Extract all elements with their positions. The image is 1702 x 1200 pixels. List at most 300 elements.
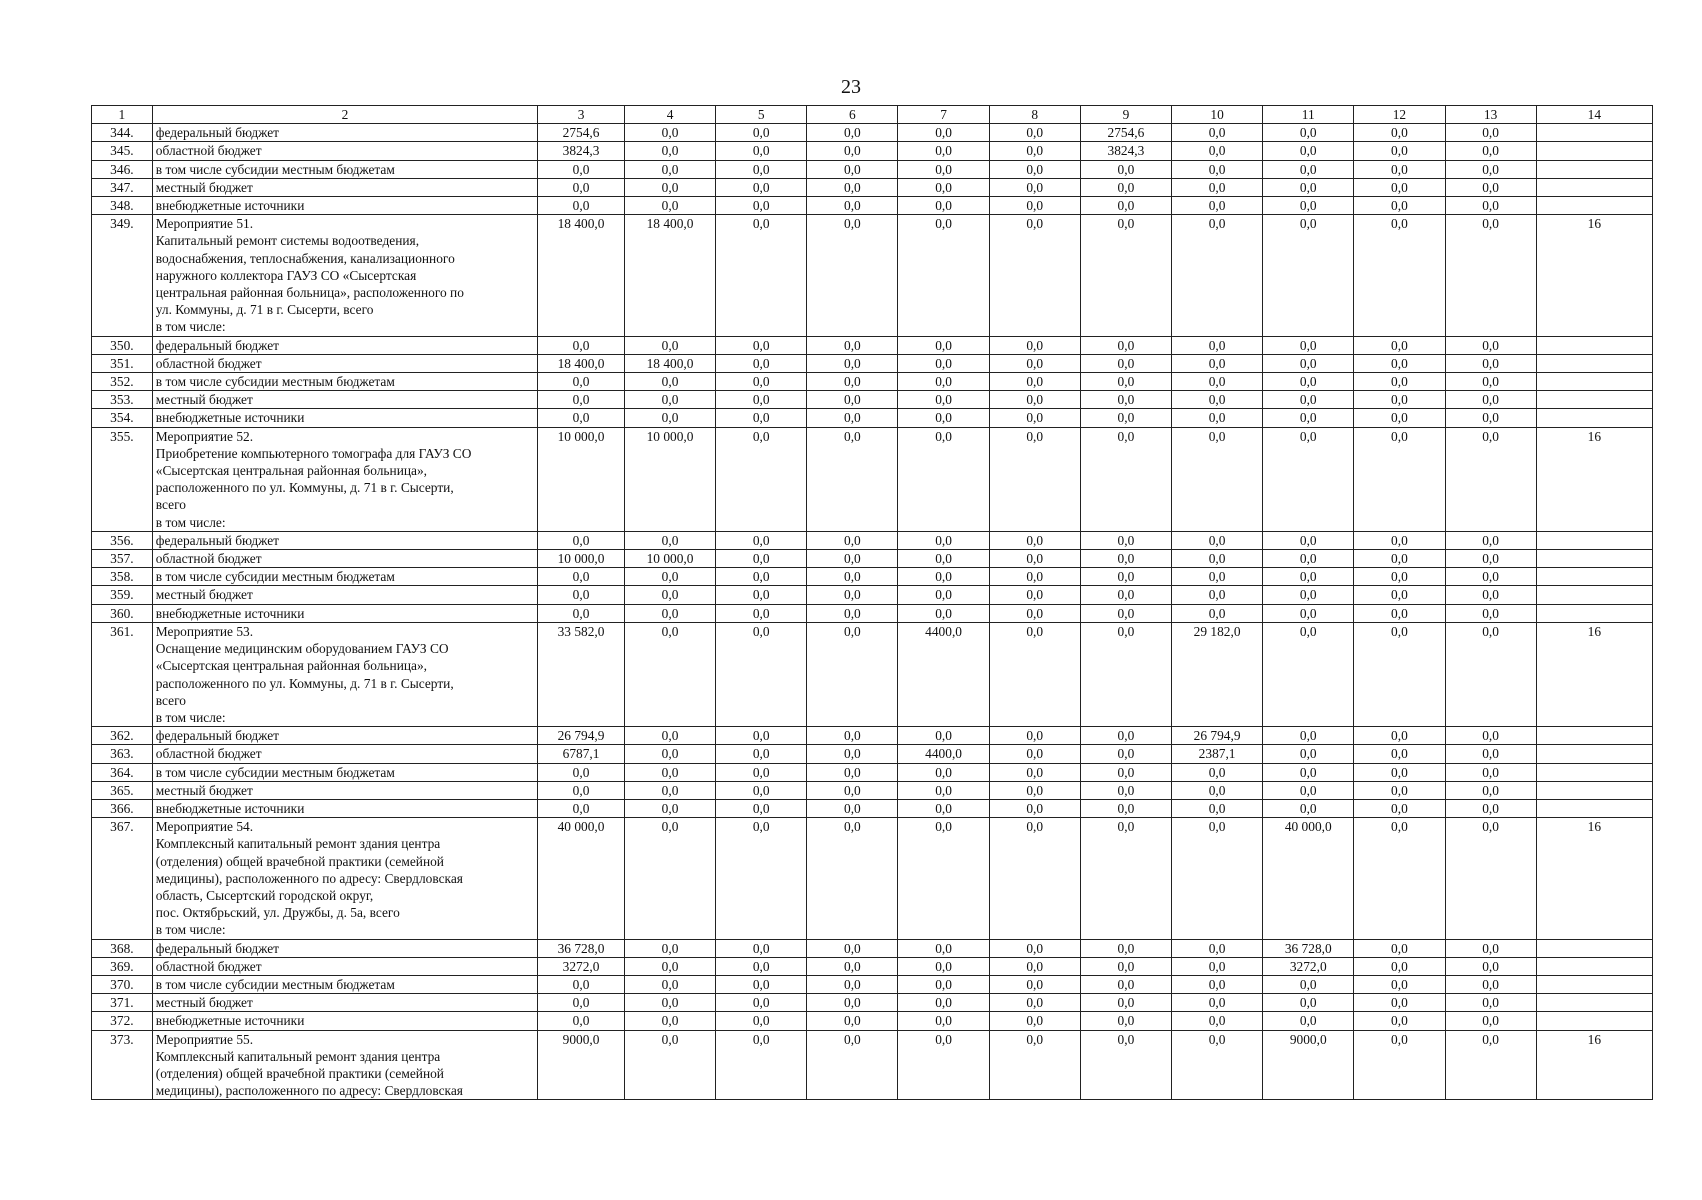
value-cell: 0,0 xyxy=(716,409,807,427)
target-indicator-cell xyxy=(1536,178,1652,196)
target-indicator-cell: 16 xyxy=(1536,1030,1652,1100)
value-cell: 0,0 xyxy=(989,994,1080,1012)
target-indicator-cell xyxy=(1536,391,1652,409)
value-cell: 0,0 xyxy=(989,409,1080,427)
row-name xyxy=(152,1012,537,1030)
row-name-line: Капитальный ремонт системы водоотведения, xyxy=(155,233,420,249)
value-cell: 0,0 xyxy=(1263,799,1354,817)
value-cell: 0,0 xyxy=(989,531,1080,549)
value-cell: 0,0 xyxy=(624,994,715,1012)
value-cell: 0,0 xyxy=(989,975,1080,993)
value-cell: 0,0 xyxy=(1445,994,1536,1012)
value-cell: 0,0 xyxy=(716,568,807,586)
target-indicator-cell xyxy=(1536,531,1652,549)
value-cell: 0,0 xyxy=(1445,975,1536,993)
value-cell: 0,0 xyxy=(1080,568,1171,586)
value-cell: 0,0 xyxy=(716,160,807,178)
value-cell: 0,0 xyxy=(1354,568,1445,586)
row-name-line: всего xyxy=(155,497,186,513)
value-cell: 0,0 xyxy=(989,124,1080,142)
value-cell: 9000,0 xyxy=(538,1030,625,1100)
value-cell: 0,0 xyxy=(898,409,989,427)
value-cell: 0,0 xyxy=(1263,427,1354,531)
value-cell: 0,0 xyxy=(1263,391,1354,409)
row-name-line: федеральный бюджет xyxy=(155,337,280,353)
value-cell: 0,0 xyxy=(807,727,898,745)
value-cell: 0,0 xyxy=(1445,336,1536,354)
row-name-line: медицины), расположенного по адресу: Свердловская xyxy=(155,870,463,886)
table-row xyxy=(92,160,1653,178)
value-cell: 0,0 xyxy=(898,215,989,336)
value-cell: 0,0 xyxy=(1172,799,1263,817)
value-cell: 0,0 xyxy=(624,763,715,781)
row-number: 353. xyxy=(92,391,153,409)
table-row xyxy=(92,215,1653,336)
value-cell: 0,0 xyxy=(1445,373,1536,391)
target-indicator-cell: 16 xyxy=(1536,215,1652,336)
row-number: 369. xyxy=(92,957,153,975)
value-cell: 0,0 xyxy=(1172,568,1263,586)
value-cell: 0,0 xyxy=(1445,409,1536,427)
target-indicator-cell: 16 xyxy=(1536,818,1652,939)
value-cell: 18 400,0 xyxy=(624,215,715,336)
value-cell: 0,0 xyxy=(716,939,807,957)
value-cell: 0,0 xyxy=(1172,160,1263,178)
value-cell: 0,0 xyxy=(1080,160,1171,178)
value-cell: 0,0 xyxy=(1172,142,1263,160)
value-cell: 0,0 xyxy=(1445,124,1536,142)
row-name xyxy=(152,818,537,939)
value-cell: 0,0 xyxy=(1354,622,1445,726)
value-cell: 0,0 xyxy=(898,727,989,745)
row-name-line: «Сысертская центральная районная больница», xyxy=(155,463,428,479)
value-cell: 0,0 xyxy=(624,568,715,586)
value-cell: 9000,0 xyxy=(1263,1030,1354,1100)
value-cell: 3272,0 xyxy=(1263,957,1354,975)
value-cell: 0,0 xyxy=(898,391,989,409)
value-cell: 0,0 xyxy=(624,818,715,939)
target-indicator-cell xyxy=(1536,160,1652,178)
value-cell: 0,0 xyxy=(716,124,807,142)
row-name-line: центральная районная больница», расположенного по xyxy=(155,285,464,301)
row-name-line: в том числе: xyxy=(155,922,226,938)
value-cell: 0,0 xyxy=(716,427,807,531)
value-cell: 0,0 xyxy=(624,197,715,215)
value-cell: 0,0 xyxy=(807,586,898,604)
value-cell: 0,0 xyxy=(1172,1012,1263,1030)
row-name-line: Мероприятие 55. xyxy=(155,1031,254,1047)
value-cell: 0,0 xyxy=(1445,622,1536,726)
value-cell: 0,0 xyxy=(624,727,715,745)
value-cell: 0,0 xyxy=(807,391,898,409)
value-cell: 0,0 xyxy=(989,391,1080,409)
value-cell: 36 728,0 xyxy=(1263,939,1354,957)
value-cell: 0,0 xyxy=(716,994,807,1012)
value-cell: 0,0 xyxy=(716,799,807,817)
row-name xyxy=(152,354,537,372)
table-row xyxy=(92,1030,1653,1100)
value-cell: 2754,6 xyxy=(538,124,625,142)
value-cell: 0,0 xyxy=(807,818,898,939)
row-name-line: областной бюджет xyxy=(155,551,262,567)
row-number: 359. xyxy=(92,586,153,604)
target-indicator-cell xyxy=(1536,336,1652,354)
row-name xyxy=(152,373,537,391)
value-cell: 0,0 xyxy=(716,336,807,354)
value-cell: 0,0 xyxy=(1263,763,1354,781)
value-cell: 0,0 xyxy=(989,586,1080,604)
value-cell: 0,0 xyxy=(898,939,989,957)
value-cell: 0,0 xyxy=(898,781,989,799)
value-cell: 0,0 xyxy=(1172,215,1263,336)
value-cell: 0,0 xyxy=(1263,727,1354,745)
value-cell: 0,0 xyxy=(716,604,807,622)
value-cell: 0,0 xyxy=(1445,1030,1536,1100)
row-name-line: Оснащение медицинским оборудованием ГАУЗ СО xyxy=(155,641,449,657)
target-indicator-cell xyxy=(1536,781,1652,799)
value-cell: 0,0 xyxy=(898,568,989,586)
row-number: 355. xyxy=(92,427,153,531)
row-name-line: (отделения) общей врачебной практики (семейной xyxy=(155,1065,444,1081)
table-row xyxy=(92,124,1653,142)
value-cell: 0,0 xyxy=(807,957,898,975)
table-row xyxy=(92,373,1653,391)
value-cell: 0,0 xyxy=(1263,975,1354,993)
value-cell: 0,0 xyxy=(1354,550,1445,568)
value-cell: 0,0 xyxy=(898,550,989,568)
value-cell: 4400,0 xyxy=(898,622,989,726)
value-cell: 0,0 xyxy=(538,604,625,622)
value-cell: 0,0 xyxy=(989,160,1080,178)
table-row xyxy=(92,197,1653,215)
value-cell: 0,0 xyxy=(1080,1012,1171,1030)
value-cell: 0,0 xyxy=(989,568,1080,586)
header-cell: 5 xyxy=(716,106,807,124)
value-cell: 0,0 xyxy=(1263,160,1354,178)
value-cell: 0,0 xyxy=(1263,178,1354,196)
row-name xyxy=(152,391,537,409)
value-cell: 0,0 xyxy=(898,763,989,781)
value-cell: 0,0 xyxy=(716,373,807,391)
value-cell: 0,0 xyxy=(1080,215,1171,336)
table-row xyxy=(92,781,1653,799)
value-cell: 0,0 xyxy=(1080,604,1171,622)
value-cell: 0,0 xyxy=(1263,745,1354,763)
value-cell: 0,0 xyxy=(624,178,715,196)
row-name xyxy=(152,975,537,993)
row-name-line: местный бюджет xyxy=(155,587,253,603)
table-row xyxy=(92,142,1653,160)
value-cell: 0,0 xyxy=(1080,586,1171,604)
value-cell: 0,0 xyxy=(1263,622,1354,726)
value-cell: 0,0 xyxy=(1172,531,1263,549)
target-indicator-cell xyxy=(1536,799,1652,817)
value-cell: 0,0 xyxy=(624,799,715,817)
value-cell: 0,0 xyxy=(1263,197,1354,215)
value-cell: 0,0 xyxy=(1080,957,1171,975)
target-indicator-cell xyxy=(1536,975,1652,993)
table-row xyxy=(92,994,1653,1012)
value-cell: 0,0 xyxy=(1354,975,1445,993)
value-cell: 0,0 xyxy=(1354,604,1445,622)
value-cell: 0,0 xyxy=(989,197,1080,215)
table-row xyxy=(92,354,1653,372)
row-name xyxy=(152,568,537,586)
row-name-line: (отделения) общей врачебной практики (семейной xyxy=(155,853,444,869)
value-cell: 0,0 xyxy=(1080,745,1171,763)
page-number: 23 xyxy=(841,76,861,98)
header-cell: 7 xyxy=(898,106,989,124)
value-cell: 0,0 xyxy=(1080,427,1171,531)
row-number: 345. xyxy=(92,142,153,160)
value-cell: 0,0 xyxy=(538,197,625,215)
value-cell: 0,0 xyxy=(1354,1012,1445,1030)
target-indicator-cell xyxy=(1536,142,1652,160)
value-cell: 0,0 xyxy=(989,354,1080,372)
value-cell: 0,0 xyxy=(989,1030,1080,1100)
target-indicator-cell: 16 xyxy=(1536,427,1652,531)
value-cell: 2754,6 xyxy=(1080,124,1171,142)
value-cell: 0,0 xyxy=(807,781,898,799)
value-cell: 0,0 xyxy=(1080,975,1171,993)
value-cell: 0,0 xyxy=(716,745,807,763)
value-cell: 0,0 xyxy=(898,160,989,178)
table-row xyxy=(92,391,1653,409)
value-cell: 0,0 xyxy=(716,391,807,409)
value-cell: 18 400,0 xyxy=(538,354,625,372)
value-cell: 0,0 xyxy=(898,994,989,1012)
table-row xyxy=(92,178,1653,196)
value-cell: 0,0 xyxy=(1080,178,1171,196)
value-cell: 10 000,0 xyxy=(624,427,715,531)
row-name xyxy=(152,215,537,336)
value-cell: 0,0 xyxy=(1354,391,1445,409)
target-indicator-cell xyxy=(1536,124,1652,142)
value-cell: 0,0 xyxy=(1172,957,1263,975)
row-name-line: внебюджетные источники xyxy=(155,800,305,816)
value-cell: 0,0 xyxy=(898,142,989,160)
row-name-line: в том числе субсидии местным бюджетам xyxy=(155,764,395,780)
target-indicator-cell xyxy=(1536,763,1652,781)
row-name xyxy=(152,142,537,160)
row-name-line: местный бюджет xyxy=(155,179,253,195)
value-cell: 0,0 xyxy=(807,1012,898,1030)
value-cell: 0,0 xyxy=(989,939,1080,957)
value-cell: 0,0 xyxy=(624,745,715,763)
value-cell: 0,0 xyxy=(1445,745,1536,763)
value-cell: 0,0 xyxy=(1172,975,1263,993)
row-number: 346. xyxy=(92,160,153,178)
row-name xyxy=(152,336,537,354)
value-cell: 0,0 xyxy=(1445,531,1536,549)
value-cell: 0,0 xyxy=(1172,604,1263,622)
value-cell: 0,0 xyxy=(1445,354,1536,372)
value-cell: 0,0 xyxy=(624,604,715,622)
row-name-line: водоснабжения, теплоснабжения, канализационного xyxy=(155,250,455,266)
value-cell: 0,0 xyxy=(1445,727,1536,745)
row-number: 352. xyxy=(92,373,153,391)
row-number: 372. xyxy=(92,1012,153,1030)
value-cell: 0,0 xyxy=(1263,124,1354,142)
table-row xyxy=(92,975,1653,993)
value-cell: 0,0 xyxy=(1354,215,1445,336)
row-name-line: федеральный бюджет xyxy=(155,125,280,141)
value-cell: 0,0 xyxy=(716,622,807,726)
table-row xyxy=(92,336,1653,354)
value-cell: 0,0 xyxy=(716,354,807,372)
value-cell: 10 000,0 xyxy=(624,550,715,568)
value-cell: 0,0 xyxy=(716,531,807,549)
value-cell: 0,0 xyxy=(716,763,807,781)
row-name-line: местный бюджет xyxy=(155,392,253,408)
value-cell: 0,0 xyxy=(624,531,715,549)
row-name-line: в том числе субсидии местным бюджетам xyxy=(155,569,395,585)
value-cell: 0,0 xyxy=(1172,336,1263,354)
row-number: 367. xyxy=(92,818,153,939)
value-cell: 0,0 xyxy=(624,409,715,427)
value-cell: 0,0 xyxy=(1354,124,1445,142)
value-cell: 0,0 xyxy=(898,1030,989,1100)
row-number: 344. xyxy=(92,124,153,142)
value-cell: 0,0 xyxy=(538,799,625,817)
value-cell: 0,0 xyxy=(1263,409,1354,427)
value-cell: 0,0 xyxy=(1445,142,1536,160)
value-cell: 0,0 xyxy=(1080,994,1171,1012)
value-cell: 0,0 xyxy=(1445,178,1536,196)
value-cell: 0,0 xyxy=(1445,818,1536,939)
value-cell: 0,0 xyxy=(1354,178,1445,196)
value-cell: 0,0 xyxy=(989,215,1080,336)
value-cell: 0,0 xyxy=(807,994,898,1012)
header-cell: 10 xyxy=(1172,106,1263,124)
value-cell: 0,0 xyxy=(1445,781,1536,799)
value-cell: 26 794,9 xyxy=(538,727,625,745)
value-cell: 0,0 xyxy=(898,531,989,549)
value-cell: 0,0 xyxy=(989,550,1080,568)
value-cell: 0,0 xyxy=(807,622,898,726)
value-cell: 0,0 xyxy=(624,391,715,409)
value-cell: 0,0 xyxy=(1080,409,1171,427)
value-cell: 0,0 xyxy=(1354,142,1445,160)
value-cell: 0,0 xyxy=(807,427,898,531)
value-cell: 0,0 xyxy=(1080,799,1171,817)
row-name xyxy=(152,994,537,1012)
row-number: 351. xyxy=(92,354,153,372)
row-name-line: всего xyxy=(155,692,186,708)
value-cell: 0,0 xyxy=(1445,1012,1536,1030)
value-cell: 2387,1 xyxy=(1172,745,1263,763)
value-cell: 0,0 xyxy=(1263,994,1354,1012)
value-cell: 33 582,0 xyxy=(538,622,625,726)
row-name xyxy=(152,745,537,763)
target-indicator-cell xyxy=(1536,550,1652,568)
value-cell: 0,0 xyxy=(1172,124,1263,142)
header-cell: 8 xyxy=(989,106,1080,124)
value-cell: 0,0 xyxy=(1172,1030,1263,1100)
value-cell: 0,0 xyxy=(1263,354,1354,372)
value-cell: 0,0 xyxy=(989,727,1080,745)
value-cell: 0,0 xyxy=(716,178,807,196)
value-cell: 36 728,0 xyxy=(538,939,625,957)
value-cell: 10 000,0 xyxy=(538,427,625,531)
value-cell: 0,0 xyxy=(1080,354,1171,372)
value-cell: 0,0 xyxy=(1263,142,1354,160)
value-cell: 3272,0 xyxy=(538,957,625,975)
value-cell: 0,0 xyxy=(1445,586,1536,604)
value-cell: 0,0 xyxy=(898,124,989,142)
target-indicator-cell xyxy=(1536,957,1652,975)
value-cell: 0,0 xyxy=(1263,373,1354,391)
value-cell: 0,0 xyxy=(807,531,898,549)
value-cell: 0,0 xyxy=(989,957,1080,975)
value-cell: 3824,3 xyxy=(538,142,625,160)
value-cell: 0,0 xyxy=(1263,586,1354,604)
value-cell: 0,0 xyxy=(1172,373,1263,391)
row-name xyxy=(152,763,537,781)
row-name-line: областной бюджет xyxy=(155,143,262,159)
value-cell: 0,0 xyxy=(1172,994,1263,1012)
value-cell: 0,0 xyxy=(1172,354,1263,372)
value-cell: 0,0 xyxy=(716,1012,807,1030)
value-cell: 0,0 xyxy=(989,781,1080,799)
value-cell: 0,0 xyxy=(1445,568,1536,586)
value-cell: 0,0 xyxy=(716,727,807,745)
header-cell: 4 xyxy=(624,106,715,124)
value-cell: 0,0 xyxy=(716,1030,807,1100)
row-number: 358. xyxy=(92,568,153,586)
value-cell: 0,0 xyxy=(624,586,715,604)
value-cell: 0,0 xyxy=(1080,336,1171,354)
value-cell: 0,0 xyxy=(538,409,625,427)
value-cell: 0,0 xyxy=(989,142,1080,160)
header-cell: 2 xyxy=(152,106,537,124)
value-cell: 0,0 xyxy=(624,142,715,160)
row-number: 362. xyxy=(92,727,153,745)
value-cell: 0,0 xyxy=(1354,1030,1445,1100)
value-cell: 0,0 xyxy=(898,178,989,196)
row-number: 348. xyxy=(92,197,153,215)
value-cell: 0,0 xyxy=(1445,427,1536,531)
value-cell: 0,0 xyxy=(538,994,625,1012)
value-cell: 0,0 xyxy=(538,336,625,354)
row-name-line: в том числе субсидии местным бюджетам xyxy=(155,161,395,177)
value-cell: 0,0 xyxy=(1172,586,1263,604)
row-name-line: расположенного по ул. Коммуны, д. 71 в г. Сысерти, xyxy=(155,675,454,691)
row-name-line: ул. Коммуны, д. 71 в г. Сысерти, всего xyxy=(155,302,374,318)
value-cell: 0,0 xyxy=(624,124,715,142)
value-cell: 0,0 xyxy=(1263,336,1354,354)
table-row xyxy=(92,763,1653,781)
value-cell: 0,0 xyxy=(1354,727,1445,745)
value-cell: 0,0 xyxy=(538,391,625,409)
value-cell: 0,0 xyxy=(1445,215,1536,336)
row-name xyxy=(152,160,537,178)
row-name-line: областной бюджет xyxy=(155,746,262,762)
row-name xyxy=(152,622,537,726)
value-cell: 0,0 xyxy=(989,178,1080,196)
value-cell: 0,0 xyxy=(1172,818,1263,939)
value-cell: 0,0 xyxy=(624,939,715,957)
row-name-line: медицины), расположенного по адресу: Свердловская xyxy=(155,1083,463,1099)
value-cell: 0,0 xyxy=(538,568,625,586)
value-cell: 0,0 xyxy=(807,160,898,178)
value-cell: 0,0 xyxy=(807,215,898,336)
value-cell: 0,0 xyxy=(1354,763,1445,781)
row-name-line: внебюджетные источники xyxy=(155,605,305,621)
target-indicator-cell xyxy=(1536,586,1652,604)
value-cell: 0,0 xyxy=(1354,586,1445,604)
value-cell: 0,0 xyxy=(624,1012,715,1030)
